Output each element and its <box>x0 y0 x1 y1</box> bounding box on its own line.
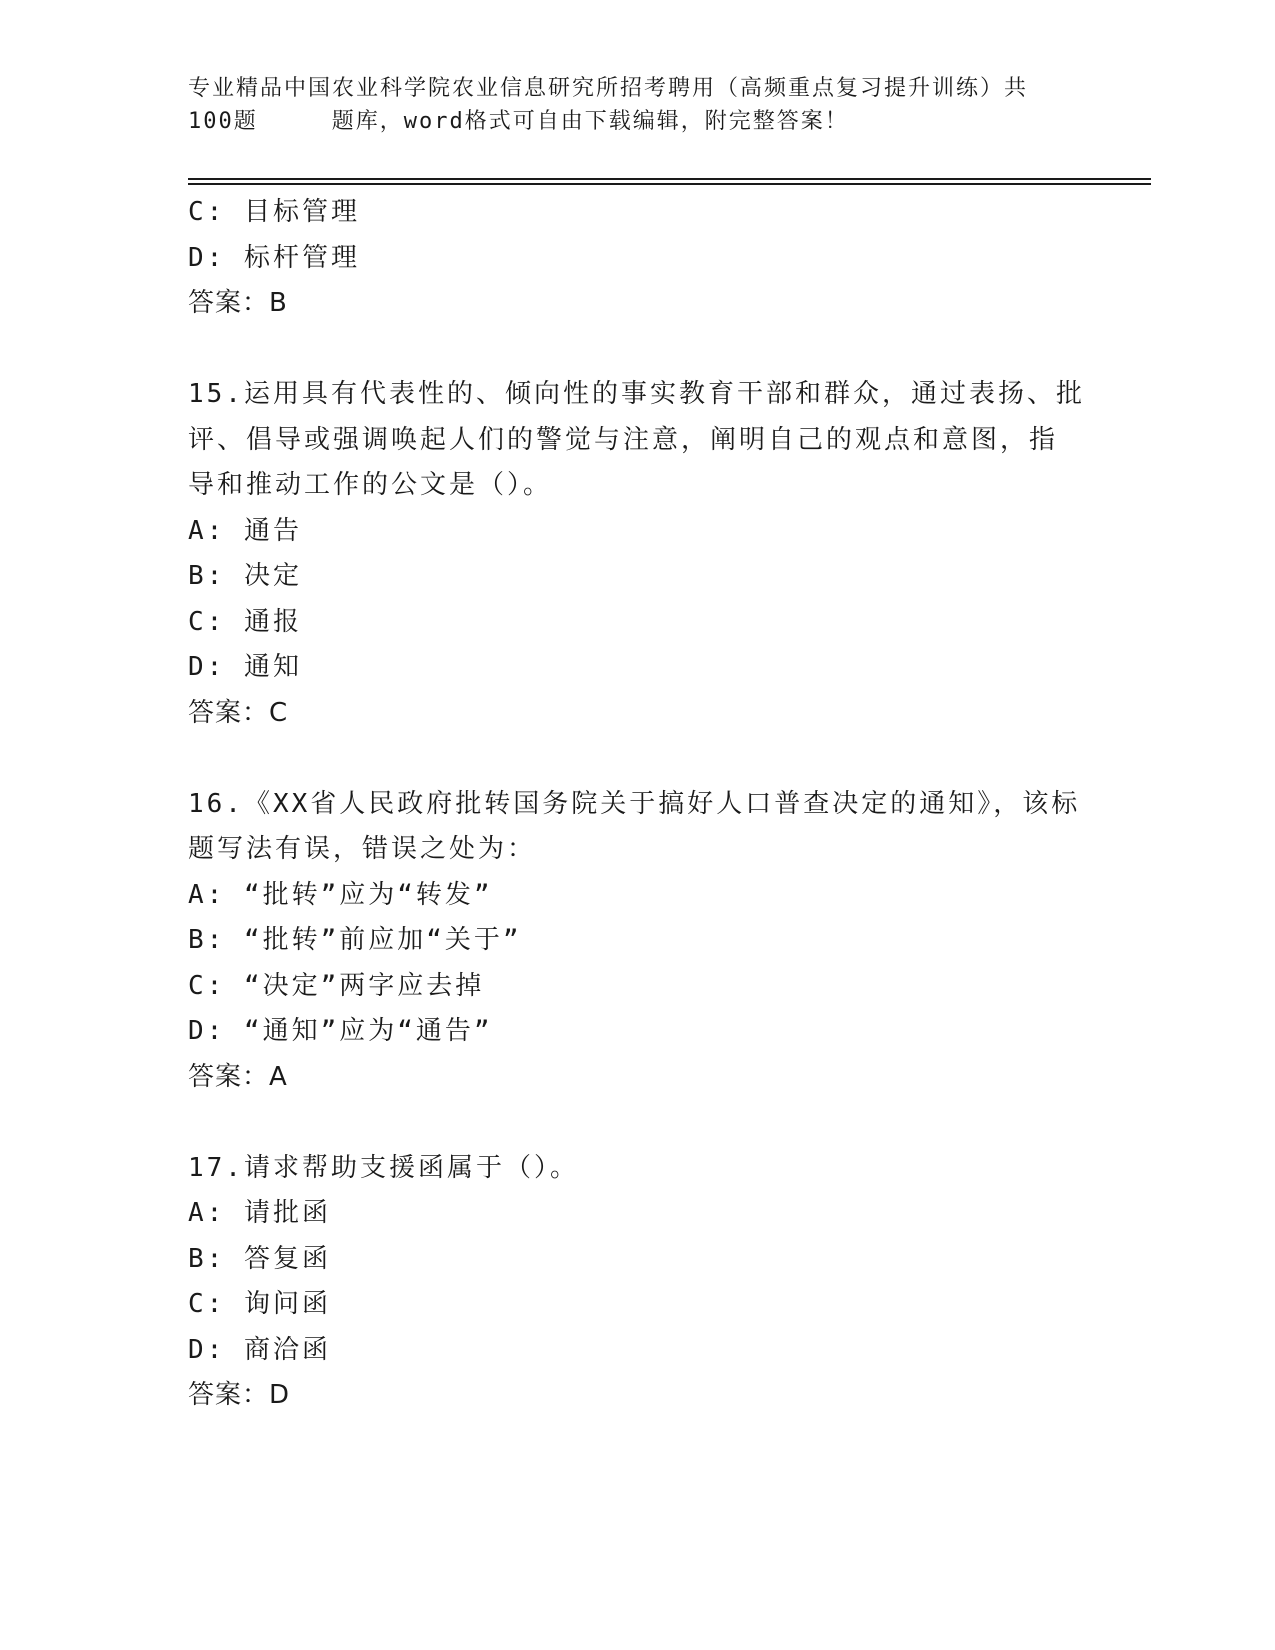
answer: 答案：C <box>188 697 289 728</box>
question-stem: 评、倡导或强调唤起人们的警觉与注意，阐明自己的观点和意图，指 <box>188 424 1059 455</box>
option-a: A: “批转”应为“转发” <box>188 879 493 910</box>
answer: 答案：B <box>188 288 288 318</box>
question-stem: 17.请求帮助支援函属于（）。 <box>188 1152 579 1183</box>
option-d: D: 商洽函 <box>188 1334 331 1365</box>
option-d: D: 标杆管理 <box>188 242 360 273</box>
header-title-line1: 专业精品中国农业科学院农业信息研究所招考聘用（高频重点复习提升训练）共 <box>188 76 1029 101</box>
question-list <box>188 190 1088 1419</box>
option-b: B: “批转”前应加“关于” <box>188 925 522 955</box>
header-divider-top <box>188 178 1151 180</box>
option-c: C: 通报 <box>188 606 302 637</box>
option-c: C: “决定”两字应去掉 <box>188 970 485 1001</box>
header-question-count: 100题 <box>188 109 258 134</box>
option-d: D: 通知 <box>188 652 302 682</box>
option-d: D: “通知”应为“通告” <box>188 1016 493 1046</box>
question-16 <box>188 782 1088 1101</box>
header-title-line2 <box>188 105 1088 138</box>
option-c: C: 目标管理 <box>188 197 360 227</box>
answer: 答案：D <box>188 1380 291 1410</box>
question-stem: 15.运用具有代表性的、倾向性的事实教育干部和群众，通过表扬、批 <box>188 379 1085 409</box>
question-15 <box>188 372 1088 736</box>
option-c: C: 询问函 <box>188 1289 331 1319</box>
question-17 <box>188 1146 1088 1419</box>
header-description: 题库，word格式可自由下载编辑，附完整答案！ <box>331 109 849 134</box>
option-a: A: 请批函 <box>188 1198 331 1228</box>
question-14-tail <box>188 190 1088 327</box>
option-a: A: 通告 <box>188 515 302 546</box>
option-b: B: 决定 <box>188 561 302 591</box>
header-divider-bottom <box>188 183 1151 185</box>
question-stem: 16.《XX省人民政府批转国务院关于搞好人口普查决定的通知》，该标 <box>188 788 1081 819</box>
question-stem: 题写法有误，错误之处为： <box>188 834 537 864</box>
answer: 答案：A <box>188 1061 288 1092</box>
page-header <box>188 72 1088 138</box>
question-stem: 导和推动工作的公文是（）。 <box>188 470 553 500</box>
option-b: B: 答复函 <box>188 1243 331 1274</box>
